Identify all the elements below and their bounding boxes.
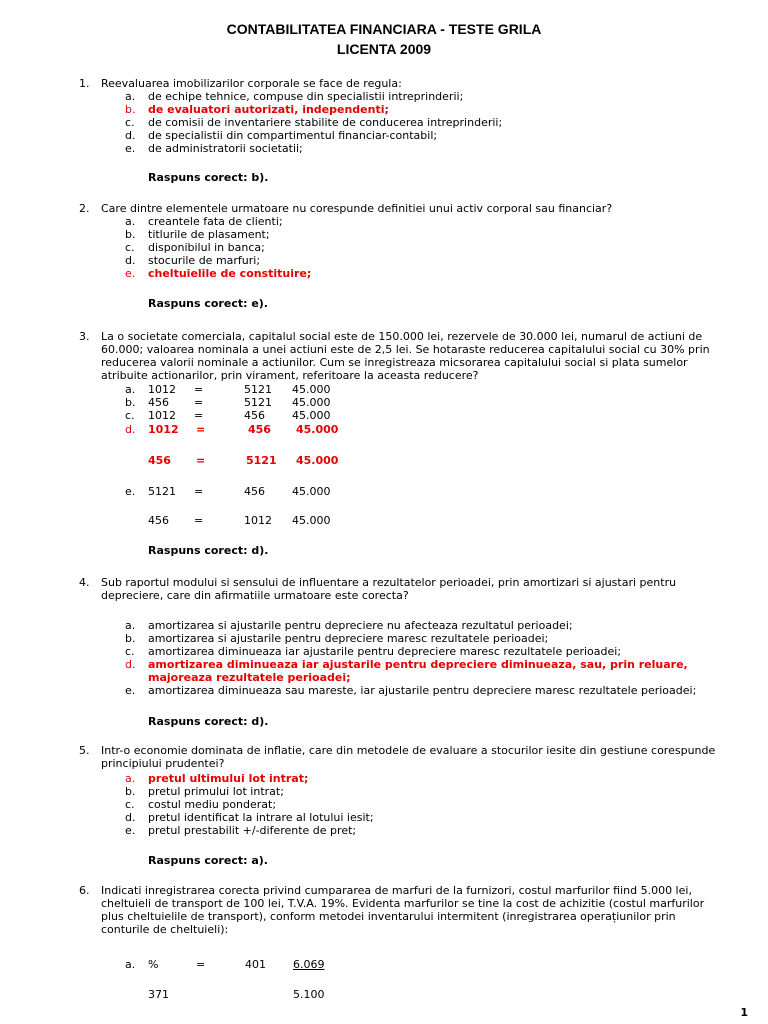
option-letter: b. (125, 785, 136, 798)
entry-debit: 456 (148, 396, 169, 409)
question-text: Indicati inregistrarea corecta privind cumpararea de marfuri de la furnizori, costul marfurilor fiind 5.000 lei, (101, 884, 692, 897)
option-text: costul mediu ponderat; (148, 798, 277, 811)
option-text: pretul identificat la intrare al lotului iesit; (148, 811, 374, 824)
entry-debit: 456 (148, 454, 171, 467)
option-letter-correct: e. (125, 267, 136, 280)
correct-answer: Raspuns corect: a). (148, 854, 268, 867)
option-text: amortizarea diminueaza iar ajustarile pentru depreciere maresc rezultatele perioadei; (148, 645, 622, 658)
option-text: de specialistii din compartimentul financiar-contabil; (148, 129, 438, 142)
question-text: reducerea valorii nominale a actiunilor. Cum se inregistreaza micsorarea capitalului social si plata sumelor (101, 356, 688, 369)
entry-amount: 45.000 (292, 485, 331, 498)
option-text: de echipe tehnice, compuse din specialistii intreprinderii; (148, 90, 464, 103)
option-letter: b. (125, 396, 136, 409)
question-number: 4. (79, 576, 90, 589)
option-letter: a. (125, 958, 136, 971)
option-letter: e. (125, 824, 136, 837)
option-letter: c. (125, 116, 135, 129)
question-number: 5. (79, 744, 90, 757)
option-letter-correct: d. (125, 658, 136, 671)
correct-answer: Raspuns corect: d). (148, 544, 269, 557)
option-letter-correct: d. (125, 423, 136, 436)
entry-equals: = (196, 454, 206, 467)
question-text: 60.000; valoarea nominala a unei actiuni este de 2,5 lei. Se hotaraste reducerea capitalului social cu 30% prin (101, 343, 710, 356)
option-text: de administratorii societatii; (148, 142, 303, 155)
entry-credit: 456 (244, 485, 265, 498)
entry-amount: 5.100 (293, 988, 325, 1001)
entry-equals: = (194, 396, 204, 409)
question-text: Reevaluarea imobilizarilor corporale se face de regula: (101, 77, 402, 90)
option-text-correct: cheltuielile de constituire; (148, 267, 312, 280)
entry-credit: 456 (248, 423, 271, 436)
entry-debit: 371 (148, 988, 169, 1001)
entry-equals: = (194, 409, 204, 422)
correct-answer: Raspuns corect: e). (148, 297, 268, 310)
entry-amount: 45.000 (296, 454, 339, 467)
question-text: cheltuieli de transport de 100 lei, T.V.A. 19%. Evidenta marfurilor se tine la cost de achizitie (costul marfurilor (101, 897, 705, 910)
entry-credit: 5121 (244, 383, 272, 396)
entry-debit: 5121 (148, 485, 176, 498)
option-text: pretul primului lot intrat; (148, 785, 284, 798)
entry-credit: 401 (245, 958, 266, 971)
entry-amount: 45.000 (296, 423, 339, 436)
option-letter: d. (125, 254, 136, 267)
option-letter: d. (125, 129, 136, 142)
entry-credit: 456 (244, 409, 265, 422)
option-letter: a. (125, 90, 136, 103)
option-letter: a. (125, 619, 136, 632)
option-text: disponibilul in banca; (148, 241, 265, 254)
entry-debit: 456 (148, 514, 169, 527)
entry-equals: = (196, 423, 206, 436)
entry-equals: = (196, 958, 206, 971)
option-letter: c. (125, 241, 135, 254)
question-number: 6. (79, 884, 90, 897)
entry-amount: 45.000 (292, 409, 331, 422)
question-number: 3. (79, 330, 90, 343)
question-text: depreciere, care din afirmatiile urmatoare este corecta? (101, 589, 409, 602)
option-text: titlurile de plasament; (148, 228, 270, 241)
entry-amount: 6.069 (293, 958, 325, 971)
option-letter: e. (125, 142, 136, 155)
option-letter: c. (125, 409, 135, 422)
option-letter: b. (125, 632, 136, 645)
correct-answer: Raspuns corect: b). (148, 171, 269, 184)
option-letter-correct: a. (125, 772, 136, 785)
document-title: CONTABILITATEA FINANCIARA - TESTE GRILA (226, 21, 542, 37)
entry-credit: 5121 (244, 396, 272, 409)
question-text: Sub raportul modului si sensului de influentare a rezultatelor perioadei, prin amortizari si ajustari pentru (101, 576, 677, 589)
entry-amount: 45.000 (292, 383, 331, 396)
option-text: stocurile de marfuri; (148, 254, 261, 267)
correct-answer: Raspuns corect: d). (148, 715, 269, 728)
option-text-correct: amortizarea diminueaza iar ajustarile pentru depreciere diminueaza, sau, prin reluare, (148, 658, 688, 671)
entry-amount: 45.000 (292, 514, 331, 527)
option-letter: a. (125, 383, 136, 396)
option-text-correct: pretul ultimului lot intrat; (148, 772, 309, 785)
entry-amount: 45.000 (292, 396, 331, 409)
entry-debit: % (148, 958, 159, 971)
entry-credit: 5121 (246, 454, 277, 467)
option-letter: c. (125, 645, 135, 658)
question-number: 1. (79, 77, 90, 90)
option-letter: e. (125, 684, 136, 697)
entry-debit: 1012 (148, 423, 179, 436)
entry-equals: = (194, 514, 204, 527)
question-text: principiului prudentei? (101, 757, 225, 770)
option-letter: c. (125, 798, 135, 811)
option-text: amortizarea diminueaza sau mareste, iar ajustarile pentru depreciere maresc rezultatele perioadei; (148, 684, 697, 697)
option-letter-correct: b. (125, 103, 136, 116)
page-number: 1 (740, 1006, 748, 1019)
option-letter: a. (125, 215, 136, 228)
option-text-correct: de evaluatori autorizati, independenti; (148, 103, 389, 116)
option-text: amortizarea si ajustarile pentru depreciere maresc rezultatele perioadei; (148, 632, 549, 645)
option-text: amortizarea si ajustarile pentru depreciere nu afecteaza rezultatul perioadei; (148, 619, 573, 632)
entry-debit: 1012 (148, 383, 176, 396)
option-letter: b. (125, 228, 136, 241)
question-text: Intr-o economie dominata de inflatie, care din metodele de evaluare a stocurilor iesite din gestiune corespunde (101, 744, 716, 757)
option-letter: d. (125, 811, 136, 824)
question-number: 2. (79, 202, 90, 215)
option-text: creantele fata de clienti; (148, 215, 283, 228)
entry-equals: = (194, 485, 204, 498)
question-text: plus cheltuielile de transport), conform metodei inventarului intermitent (inregistrarea operațiunilor prin (101, 910, 676, 923)
question-text: Care dintre elementele urmatoare nu corespunde definitiei unui activ corporal sau financiar? (101, 202, 613, 215)
question-text: La o societate comerciala, capitalul social este de 150.000 lei, rezervele de 30.000 lei, numarul de actiuni de (101, 330, 703, 343)
question-text: conturile de cheltuieli): (101, 923, 229, 936)
entry-debit: 1012 (148, 409, 176, 422)
document-subtitle: LICENTA 2009 (336, 41, 432, 57)
option-text-correct-continued: majoreaza rezultatele perioadei; (148, 671, 351, 684)
question-text: atribuite actionarilor, prin virament, referitoare la aceasta reducere? (101, 369, 479, 382)
entry-credit: 1012 (244, 514, 272, 527)
entry-equals: = (194, 383, 204, 396)
option-letter: e. (125, 485, 136, 498)
option-text: pretul prestabilit +/-diferente de pret; (148, 824, 357, 837)
option-text: de comisii de inventariere stabilite de conducerea intreprinderii; (148, 116, 503, 129)
